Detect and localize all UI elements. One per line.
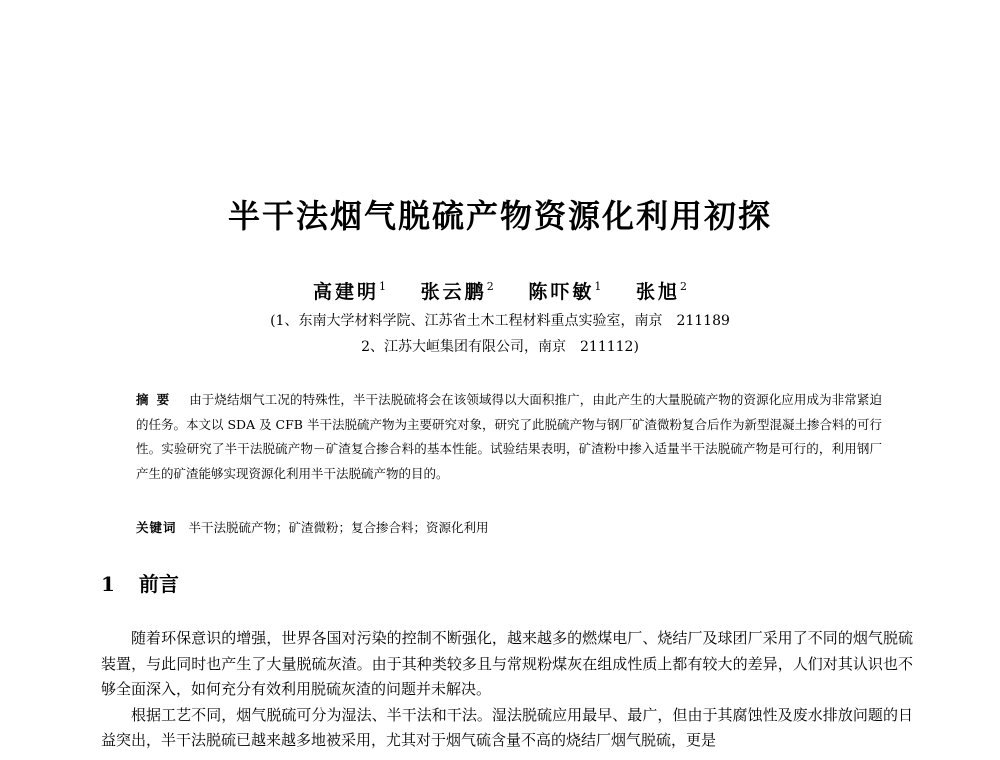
body-paragraph: 根据工艺不同，烟气脱硫可分为湿法、半干法和干法。湿法脱硫应用最早、最广，但由于其腐蚀性及废水排放问题的日益突出，半干法脱硫已越来越多地被采用，尤其对于烟气硫含量不高的烧结厂烟气脱硫，更是 bbox=[101, 705, 913, 749]
keywords-text: 半干法脱硫产物；矿渣微粉；复合掺合料；资源化利用 bbox=[188, 520, 489, 535]
author-affiliation-mark: 1 bbox=[379, 280, 387, 293]
author-list bbox=[0, 274, 1000, 305]
author-name: 张旭 bbox=[635, 281, 680, 303]
author-affiliation-mark: 1 bbox=[594, 280, 602, 293]
body-text bbox=[101, 626, 913, 754]
section-title: 前言 bbox=[138, 572, 179, 596]
keywords-label: 关键词 bbox=[136, 520, 177, 535]
keywords bbox=[136, 516, 882, 540]
abstract bbox=[136, 388, 882, 486]
author-affiliation-mark: 2 bbox=[486, 280, 494, 293]
author-affiliation-mark: 2 bbox=[679, 280, 687, 293]
abstract-label: 摘要 bbox=[136, 392, 178, 407]
paper-title: 半干法烟气脱硫产物资源化利用初探 bbox=[227, 197, 772, 235]
author-name: 陈吓敏 bbox=[528, 281, 595, 303]
affiliation-line: 2、江苏大峘集团有限公司，南京 211112) bbox=[361, 339, 639, 355]
author bbox=[528, 274, 601, 305]
author-name: 张云鹏 bbox=[420, 281, 487, 303]
section-heading bbox=[101, 570, 179, 598]
author bbox=[636, 274, 687, 305]
author-name: 高建明 bbox=[313, 281, 380, 303]
body-paragraph: 随着环保意识的增强，世界各国对污染的控制不断强化，越来越多的燃煤电厂、烧结厂及球团厂采用了不同的烟气脱硫装置，与此同时也产生了大量脱硫灰渣。由于其种类较多且与常规粉煤灰在组成性质上都有较大的差异，人们对其认识也不够全面深入，如何充分有效利用脱硫灰渣的问题并未解决。 bbox=[101, 629, 913, 698]
author bbox=[421, 274, 494, 305]
section-number: 1 bbox=[101, 572, 115, 596]
abstract-text: 由于烧结烟气工况的特殊性，半干法脱硫将会在该领域得以大面积推广，由此产生的大量脱硫产物的资源化应用成为非常紧迫的任务。本文以 SDA 及 CFB 半干法脱硫产物为主要研究对象，研究了此脱硫产物与钢厂矿渣微粉复合后作为新型混凝土掺合料的可行性。实验研究了半干法脱硫产物－矿渣复合掺合料的基本性能。试验结果表明，矿渣粉中掺入适量半干法脱硫产物是可行的，利用钢厂产生的矿渣能够实现资源化利用半干法脱硫产物的目的。 bbox=[136, 392, 882, 481]
affiliation-line: (1、东南大学材料学院、江苏省土木工程材料重点实验室，南京 211189 bbox=[270, 313, 730, 329]
author bbox=[313, 274, 386, 305]
